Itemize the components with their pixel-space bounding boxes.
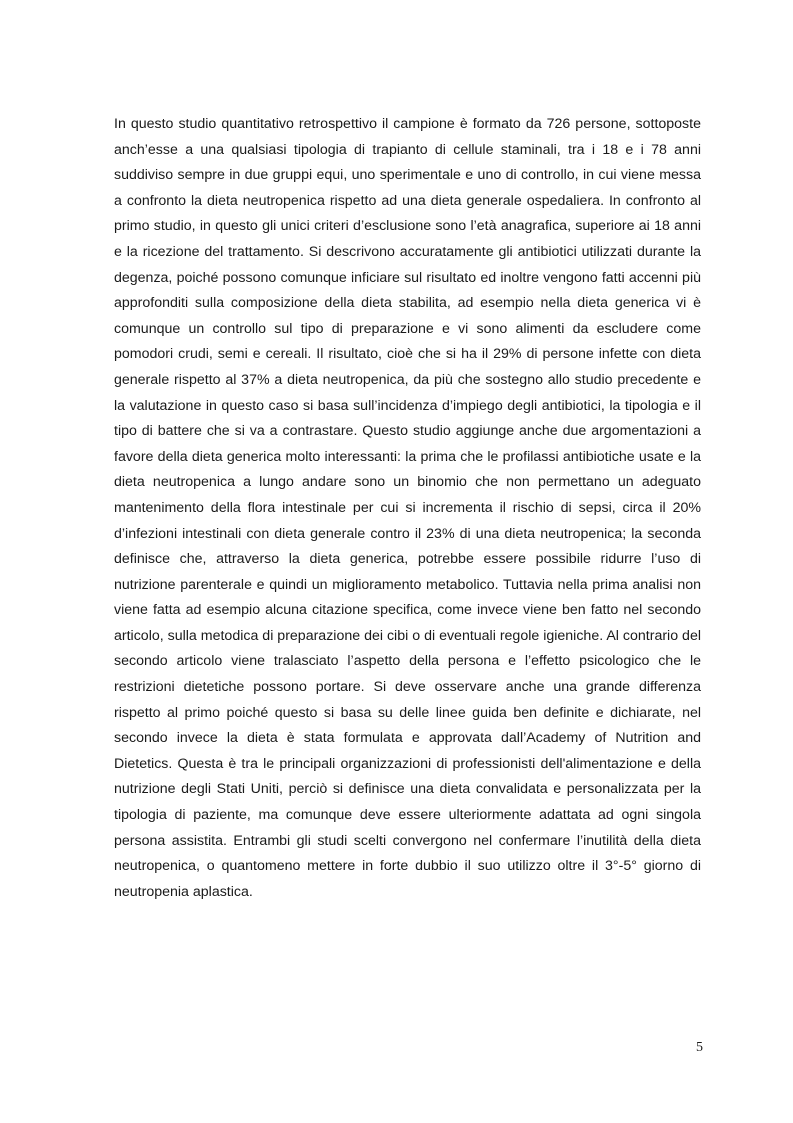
page-number: 5 xyxy=(696,1040,703,1055)
body-paragraph: In questo studio quantitativo retrospettivo il campione è formato da 726 persone, sottoposte anch’esse a una qualsiasi tipologia di trapianto di cellule staminali, tra i 18 e i 78 anni suddiviso sempre in due gruppi equi, uno sperimentale e uno di controllo, in cui viene messa a confronto la dieta neutropenica rispetto ad una dieta generale ospedaliera. In confronto al primo studio, in questo gli unici criteri d’esclusione sono l’età anagrafica, superiore ai 18 anni e la ricezione del trattamento. Si descrivono accuratamente gli antibiotici utilizzati durante la degenza, poiché possono comunque inficiare sul risultato ed inoltre vengono fatti accenni più approfonditi sulla composizione della dieta stabilita, ad esempio nella dieta generica vi è comunque un controllo sul tipo di preparazione e vi sono alimenti da escludere come pomodori crudi, semi e cereali. Il risultato, cioè che si ha il 29% di persone infette con dieta generale rispetto al 37% a dieta neutropenica, da più che sostegno allo studio precedente e la valutazione in questo caso si basa sull’incidenza d’impiego degli antibiotici, la tipologia e il tipo di battere che si va a contrastare. Questo studio aggiunge anche due argomentazioni a favore della dieta generica molto interessanti: la prima che le profilassi antibiotiche usate e la dieta neutropenica a lungo andare sono un binomio che non permettano un adeguato mantenimento della flora intestinale per cui si incrementa il rischio di sepsi, circa il 20% d’infezioni intestinali con dieta generale contro il 23% di una dieta neutropenica; la seconda definisce che, attraverso la dieta generica, potrebbe essere possibile ridurre l’uso di nutrizione parenterale e quindi un miglioramento metabolico. Tuttavia nella prima analisi non viene fatta ad esempio alcuna citazione specifica, come invece viene ben fatto nel secondo articolo, sulla metodica di preparazione dei cibi o di eventuali regole igieniche. Al contrario del secondo articolo viene tralasciato l’aspetto della persona e l’effetto psicologico che le restrizioni dietetiche possono portare. Si deve osservare anche una grande differenza rispetto al primo poiché questo si basa su delle linee guida ben definite e dichiarate, nel secondo invece la dieta è stata formulata e approvata dall’Academy of Nutrition and Dietetics. Questa è tra le principali organizzazioni di professionisti dell'alimentazione e della nutrizione degli Stati Uniti, perciò si definisce una dieta convalidata e personalizzata per la tipologia di paziente, ma comunque deve essere ulteriormente adattata ad ogni singola persona assistita. Entrambi gli studi scelti convergono nel confermare l’inutilità della dieta neutropenica, o quantomeno mettere in forte dubbio il suo utilizzo oltre il 3°-5° giorno di neutropenia aplastica. xyxy=(114,116,701,900)
